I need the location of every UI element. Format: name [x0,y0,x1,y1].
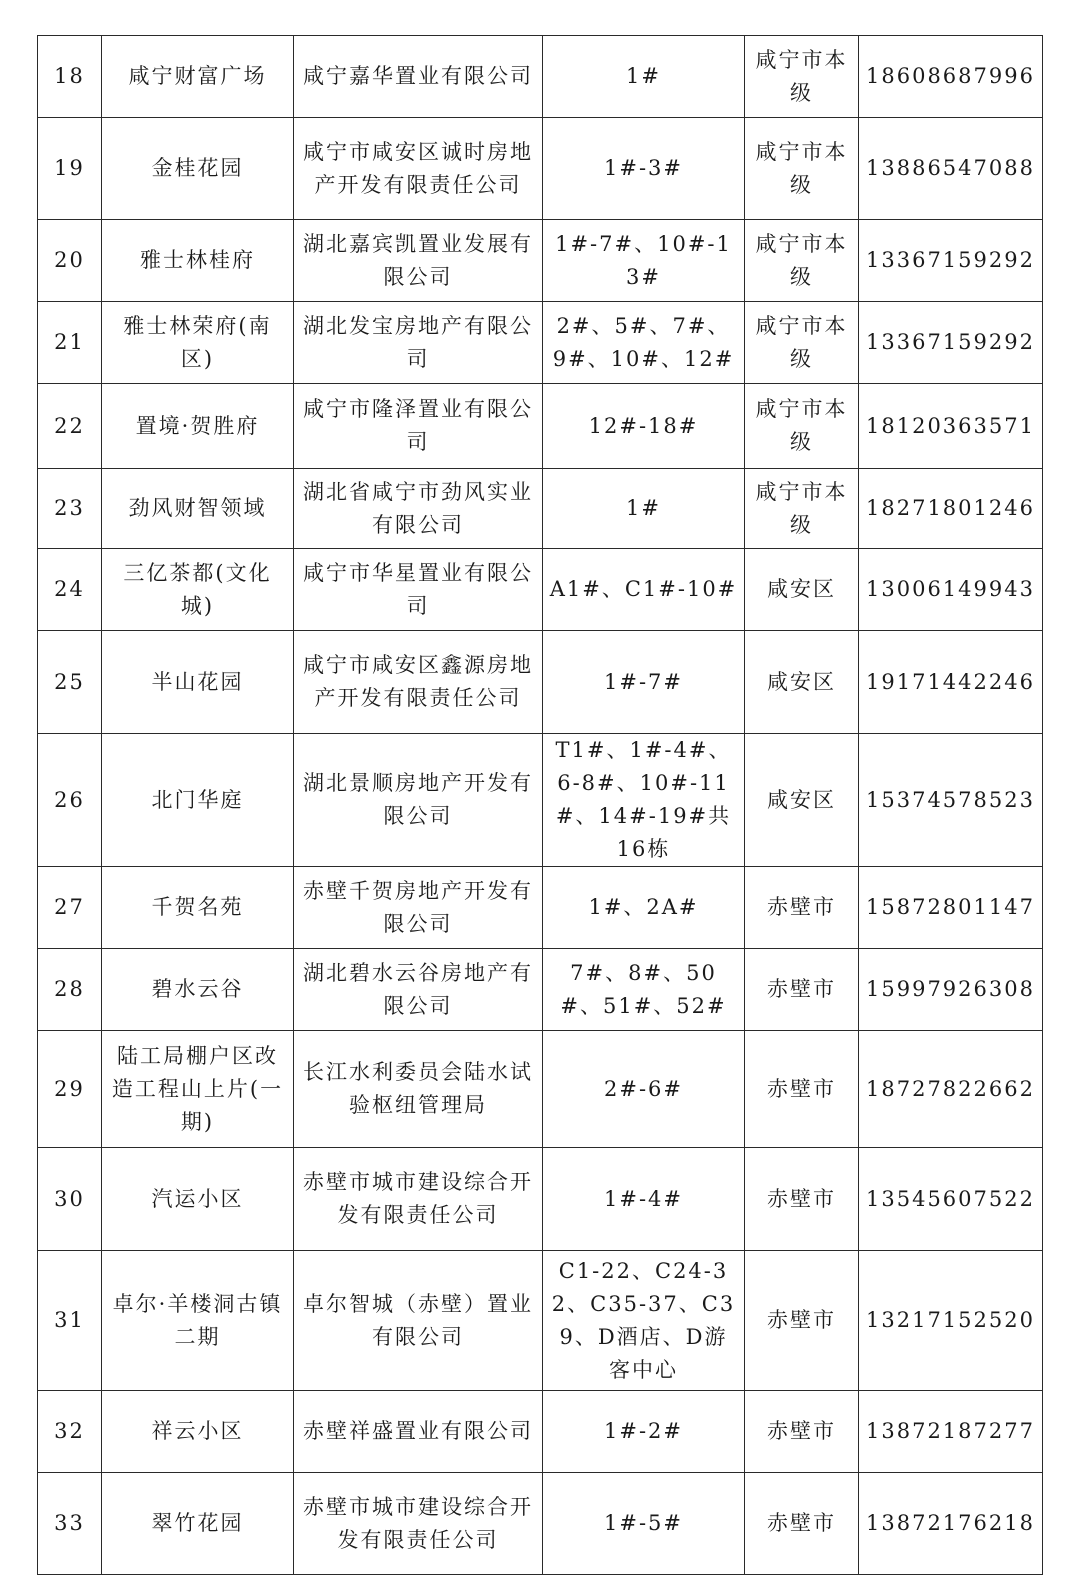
project-name: 咸宁财富广场 [102,36,294,118]
table-row [38,631,1043,734]
project-name: 雅士林桂府 [102,220,294,302]
developer-company: 湖北省咸宁市劲风实业有限公司 [294,469,543,549]
row-number: 22 [38,384,102,469]
table-row [38,1391,1043,1473]
developer-company: 咸宁市隆泽置业有限公司 [294,384,543,469]
contact-phone: 13886547088 [859,118,1043,220]
contact-phone: 13217152520 [859,1251,1043,1391]
region: 咸宁市本级 [745,118,859,220]
project-name: 三亿茶都(文化城) [102,549,294,631]
row-number: 27 [38,867,102,949]
table-row [38,220,1043,302]
developer-company: 咸宁嘉华置业有限公司 [294,36,543,118]
region: 咸宁市本级 [745,384,859,469]
table-row [38,734,1043,867]
project-table [37,35,1043,1575]
project-name: 卓尔·羊楼洞古镇二期 [102,1251,294,1391]
project-name: 千贺名苑 [102,867,294,949]
building-numbers: 1#-4# [543,1148,745,1251]
region: 咸宁市本级 [745,36,859,118]
building-numbers: 12#-18# [543,384,745,469]
developer-company: 长江水利委员会陆水试验枢纽管理局 [294,1031,543,1148]
developer-company: 湖北嘉宾凯置业发展有限公司 [294,220,543,302]
project-name: 半山花园 [102,631,294,734]
table-row [38,1473,1043,1575]
project-name: 祥云小区 [102,1391,294,1473]
table-row [38,1031,1043,1148]
developer-company: 赤壁千贺房地产开发有限公司 [294,867,543,949]
developer-company: 赤壁祥盛置业有限公司 [294,1391,543,1473]
table-row [38,867,1043,949]
building-numbers: 1#、2A# [543,867,745,949]
contact-phone: 15872801147 [859,867,1043,949]
project-name: 汽运小区 [102,1148,294,1251]
contact-phone: 13545607522 [859,1148,1043,1251]
region: 咸安区 [745,549,859,631]
region: 赤壁市 [745,867,859,949]
building-numbers: 1#-3# [543,118,745,220]
developer-company: 赤壁市城市建设综合开发有限责任公司 [294,1473,543,1575]
contact-phone: 18608687996 [859,36,1043,118]
contact-phone: 15997926308 [859,949,1043,1031]
project-name: 碧水云谷 [102,949,294,1031]
region: 咸宁市本级 [745,220,859,302]
building-numbers: 1#-5# [543,1473,745,1575]
contact-phone: 13367159292 [859,220,1043,302]
table-row [38,949,1043,1031]
row-number: 26 [38,734,102,867]
row-number: 29 [38,1031,102,1148]
project-name: 置境·贺胜府 [102,384,294,469]
region: 咸安区 [745,734,859,867]
row-number: 20 [38,220,102,302]
row-number: 19 [38,118,102,220]
contact-phone: 15374578523 [859,734,1043,867]
contact-phone: 13367159292 [859,302,1043,384]
contact-phone: 13872187277 [859,1391,1043,1473]
region: 咸宁市本级 [745,302,859,384]
region: 赤壁市 [745,1251,859,1391]
region: 赤壁市 [745,1148,859,1251]
developer-company: 咸宁市咸安区鑫源房地产开发有限责任公司 [294,631,543,734]
table-row [38,384,1043,469]
contact-phone: 13872176218 [859,1473,1043,1575]
row-number: 25 [38,631,102,734]
table-row [38,118,1043,220]
building-numbers: 2#-6# [543,1031,745,1148]
developer-company: 湖北碧水云谷房地产有限公司 [294,949,543,1031]
developer-company: 赤壁市城市建设综合开发有限责任公司 [294,1148,543,1251]
project-name: 翠竹花园 [102,1473,294,1575]
developer-company: 湖北景顺房地产开发有限公司 [294,734,543,867]
row-number: 18 [38,36,102,118]
building-numbers: 1# [543,36,745,118]
contact-phone: 18727822662 [859,1031,1043,1148]
row-number: 21 [38,302,102,384]
row-number: 31 [38,1251,102,1391]
developer-company: 卓尔智城（赤壁）置业有限公司 [294,1251,543,1391]
region: 赤壁市 [745,949,859,1031]
project-name: 金桂花园 [102,118,294,220]
table-row [38,36,1043,118]
row-number: 28 [38,949,102,1031]
project-name: 陆工局棚户区改造工程山上片(一期) [102,1031,294,1148]
project-name: 雅士林荣府(南区) [102,302,294,384]
contact-phone: 13006149943 [859,549,1043,631]
contact-phone: 18120363571 [859,384,1043,469]
contact-phone: 19171442246 [859,631,1043,734]
region: 咸安区 [745,631,859,734]
building-numbers: 7#、8#、50#、51#、52# [543,949,745,1031]
developer-company: 湖北发宝房地产有限公司 [294,302,543,384]
developer-company: 咸宁市咸安区诚时房地产开发有限责任公司 [294,118,543,220]
table-row [38,469,1043,549]
building-numbers: C1-22、C24-32、C35-37、C39、D酒店、D游客中心 [543,1251,745,1391]
developer-company: 咸宁市华星置业有限公司 [294,549,543,631]
building-numbers: 1#-7# [543,631,745,734]
table-row [38,302,1043,384]
project-name: 劲风财智领域 [102,469,294,549]
row-number: 23 [38,469,102,549]
table-row [38,1148,1043,1251]
building-numbers: 1#-2# [543,1391,745,1473]
table-row [38,549,1043,631]
region: 赤壁市 [745,1391,859,1473]
region: 赤壁市 [745,1473,859,1575]
building-numbers: T1#、1#-4#、6-8#、10#-11#、14#-19#共16栋 [543,734,745,867]
row-number: 30 [38,1148,102,1251]
building-numbers: 2#、5#、7#、9#、10#、12# [543,302,745,384]
row-number: 33 [38,1473,102,1575]
region: 赤壁市 [745,1031,859,1148]
contact-phone: 18271801246 [859,469,1043,549]
region: 咸宁市本级 [745,469,859,549]
building-numbers: 1# [543,469,745,549]
row-number: 24 [38,549,102,631]
building-numbers: A1#、C1#-10# [543,549,745,631]
project-name: 北门华庭 [102,734,294,867]
row-number: 32 [38,1391,102,1473]
table-row [38,1251,1043,1391]
building-numbers: 1#-7#、10#-13# [543,220,745,302]
